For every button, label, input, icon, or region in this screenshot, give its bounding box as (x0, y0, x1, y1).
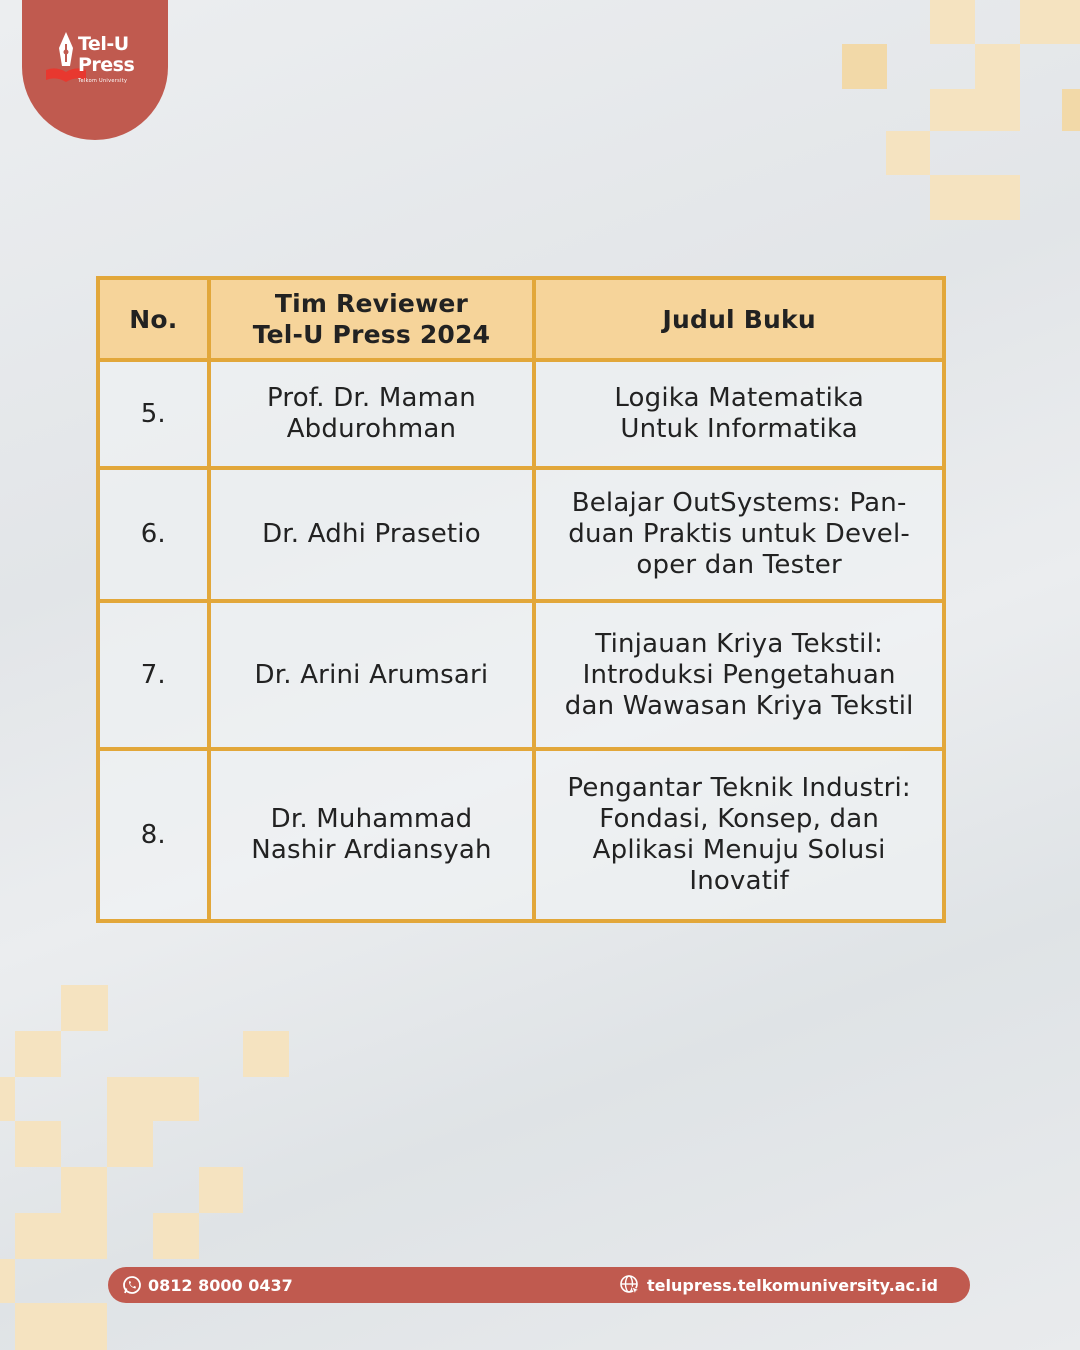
contact-footer (108, 1267, 970, 1303)
reviewer-name: Dr. Arini Arumsari (209, 601, 535, 749)
logo-wordmark: Tel-U Press (78, 33, 135, 76)
book-title: Tinjauan Kriya Tekstil: Introduksi Pengetahuan dan Wawasan Kriya Tekstil (534, 601, 944, 749)
row-number: 6. (98, 468, 209, 601)
book-title: Pengantar Teknik Industri: Fondasi, Konsep, dan Aplikasi Menuju Solusi Inovatif (534, 749, 944, 921)
footer-website[interactable] (619, 1267, 938, 1303)
header-book-title: Judul Buku (534, 278, 944, 360)
footer-phone[interactable] (122, 1267, 293, 1303)
row-number: 7. (98, 601, 209, 749)
row-number: 8. (98, 749, 209, 921)
website-url: telupress.telkomuniversity.ac.id (647, 1275, 938, 1295)
book-title: Belajar OutSystems: Pan- duan Praktis untuk Devel- oper dan Tester (534, 468, 944, 601)
whatsapp-icon (122, 1275, 142, 1295)
header-reviewer: Tim Reviewer Tel-U Press 2024 (209, 278, 535, 360)
logo-subtitle: Telkom University (78, 78, 128, 84)
table-row (98, 468, 944, 601)
table-row (98, 360, 944, 468)
header-no: No. (98, 278, 209, 360)
reviewer-name: Prof. Dr. Maman Abdurohman (209, 360, 535, 468)
reviewer-table (96, 276, 946, 923)
globe-icon (619, 1274, 641, 1296)
logo-badge (22, 0, 168, 140)
reviewer-name: Dr. Adhi Prasetio (209, 468, 535, 601)
book-title: Logika Matematika Untuk Informatika (534, 360, 944, 468)
table-row (98, 601, 944, 749)
phone-number: 0812 8000 0437 (148, 1275, 293, 1295)
reviewer-name: Dr. Muhammad Nashir Ardiansyah (209, 749, 535, 921)
table-header-row (98, 278, 944, 360)
row-number: 5. (98, 360, 209, 468)
table-row (98, 749, 944, 921)
